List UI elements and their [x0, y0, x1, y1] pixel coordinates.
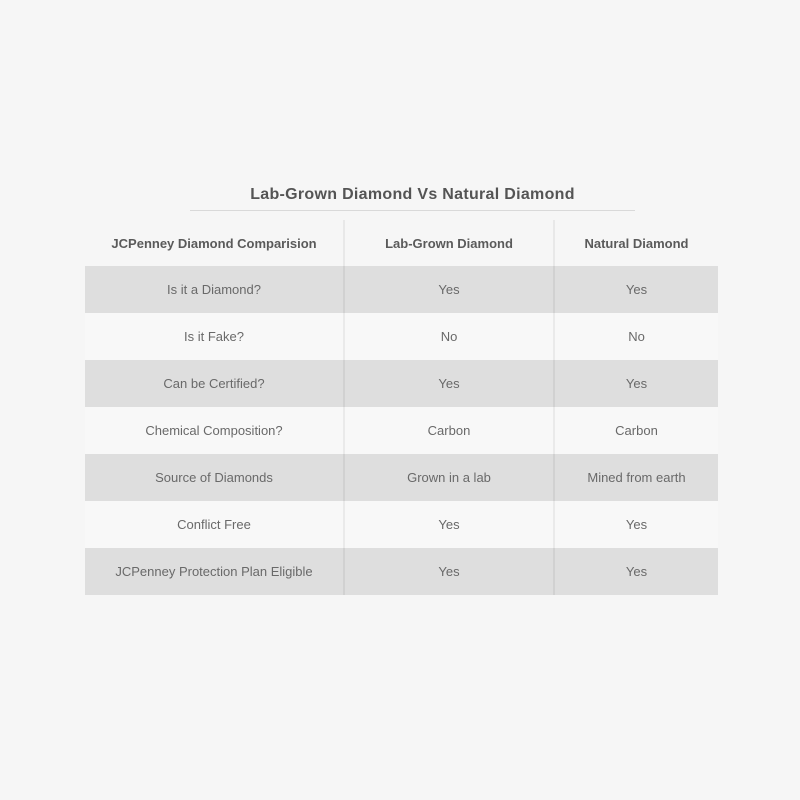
table-row	[85, 501, 718, 548]
table-row	[85, 313, 718, 360]
feature-cell: Source of Diamonds	[85, 454, 345, 501]
table-row	[85, 454, 718, 501]
natural-value-cell: Yes	[625, 517, 648, 532]
natural-value-cell: Carbon	[615, 423, 658, 438]
header-cell-comparison: JCPenney Diamond Comparision	[85, 220, 345, 266]
table-row	[85, 266, 718, 313]
feature-cell: Chemical Composition?	[85, 407, 345, 454]
table-row	[85, 548, 718, 595]
lab-grown-value-cell: Yes	[345, 360, 555, 407]
table-header-row	[85, 220, 718, 266]
comparison-table	[85, 220, 718, 595]
natural-value-cell: Mined from earth	[587, 470, 686, 485]
natural-value-cell: Yes	[625, 282, 648, 297]
lab-grown-value-cell: No	[345, 313, 555, 360]
table-row	[85, 360, 718, 407]
feature-cell: Is it a Diamond?	[85, 266, 345, 313]
header-cell-natural-diamond: Natural Diamond	[584, 235, 689, 251]
page-title: Lab-Grown Diamond Vs Natural Diamond	[250, 186, 575, 203]
header-cell-lab-grown-diamond: Lab-Grown Diamond	[345, 220, 555, 266]
natural-value-cell: No	[628, 329, 645, 344]
feature-cell: Conflict Free	[85, 501, 345, 548]
lab-grown-value-cell: Yes	[345, 548, 555, 595]
feature-cell: Is it Fake?	[85, 313, 345, 360]
lab-grown-value-cell: Grown in a lab	[345, 454, 555, 501]
lab-grown-value-cell: Yes	[345, 501, 555, 548]
natural-value-cell: Yes	[625, 564, 648, 579]
lab-grown-value-cell: Yes	[345, 266, 555, 313]
natural-value-cell: Yes	[625, 376, 648, 391]
title-underline	[190, 210, 635, 211]
feature-cell: Can be Certified?	[85, 360, 345, 407]
feature-cell: JCPenney Protection Plan Eligible	[85, 548, 345, 595]
lab-grown-value-cell: Carbon	[345, 407, 555, 454]
table-row	[85, 407, 718, 454]
